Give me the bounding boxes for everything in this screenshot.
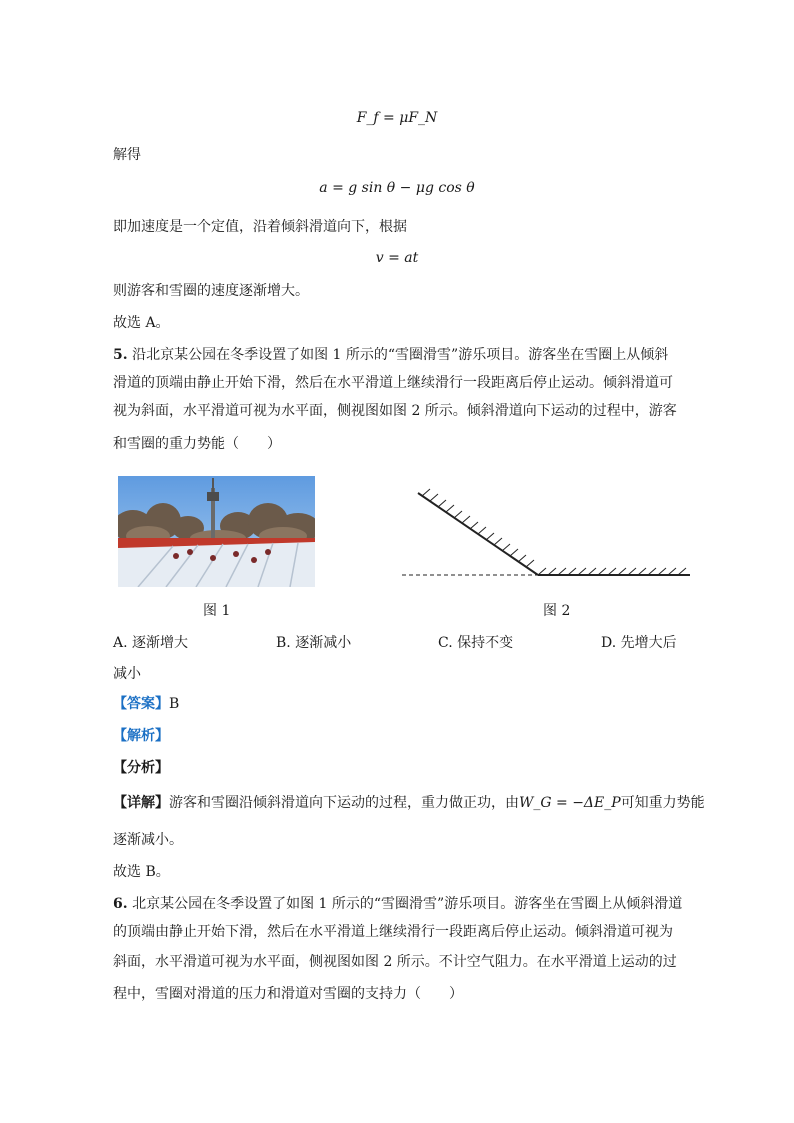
solve-label: 解得 bbox=[113, 147, 141, 163]
detail-line-2: 逐渐减小。 bbox=[113, 832, 183, 848]
option-c-text: 保持不变 bbox=[457, 635, 514, 651]
analysis-line bbox=[113, 726, 169, 746]
q5-stem-line-3: 视为斜面，水平滑道可视为水平面，侧视图如图 2 所示。倾斜滑道向下运动的过程中，游客 bbox=[113, 403, 677, 419]
q5-choice: 故选 B。 bbox=[113, 864, 170, 880]
fenxi-tag: 【分析】 bbox=[113, 760, 169, 776]
option-c-label: C. bbox=[438, 635, 453, 651]
detail-text-a: 游客和雪圈沿倾斜滑道向下运动的过程，重力做正功，由 bbox=[169, 795, 519, 811]
answer-tag: 【答案】 bbox=[113, 696, 169, 712]
option-b[interactable] bbox=[276, 633, 351, 653]
q5-stem-line-2: 滑道的顶端由静止开始下滑，然后在水平滑道上继续滑行一段距离后停止运动。倾斜滑道可 bbox=[113, 375, 673, 391]
velocity-conclusion: 则游客和雪圈的速度逐渐增大。 bbox=[113, 283, 309, 299]
figure-1-photo bbox=[118, 476, 315, 587]
q6-number: 6. bbox=[113, 896, 128, 912]
q6-stem-line-1 bbox=[113, 894, 682, 914]
q5-line1-text: 沿北京某公园在冬季设置了如图 1 所示的“雪圈滑雪”游乐项目。游客坐在雪圈上从倾斜 bbox=[132, 347, 669, 363]
option-a[interactable] bbox=[113, 633, 188, 653]
previous-choice: 故选 A。 bbox=[113, 315, 170, 331]
detail-text-b: 可知重力势能 bbox=[620, 795, 705, 811]
option-d[interactable] bbox=[601, 633, 677, 653]
option-b-text: 逐渐减小 bbox=[295, 635, 352, 651]
q6-stem-line-2: 的顶端由静止开始下滑，然后在水平滑道上继续滑行一段距离后停止运动。倾斜滑道可视为 bbox=[113, 924, 673, 940]
equation-friction: F_f = μF_N bbox=[356, 110, 438, 126]
q5-number: 5. bbox=[113, 347, 128, 363]
q6-stem-line-3: 斜面，水平滑道可视为水平面，侧视图如图 2 所示。不计空气阻力。在水平滑道上运动的过 bbox=[113, 954, 677, 970]
figure-2-slope-diagram bbox=[398, 488, 692, 582]
q6-stem-line-4: 程中，雪圈对滑道的压力和滑道对雪圈的支持力（ ） bbox=[113, 986, 463, 1002]
equation-acceleration: a = g sin θ − μg cos θ bbox=[319, 180, 475, 196]
detail-line bbox=[113, 793, 705, 813]
equation-velocity: v = at bbox=[375, 250, 419, 266]
figure-2-caption: 图 2 bbox=[543, 603, 571, 619]
acceleration-text: 即加速度是一个定值，沿着倾斜滑道向下，根据 bbox=[113, 219, 407, 235]
option-a-label: A. bbox=[113, 635, 128, 651]
q5-stem-line-4: 和雪圈的重力势能（ ） bbox=[113, 436, 281, 452]
q6-line1-text: 北京某公园在冬季设置了如图 1 所示的“雪圈滑雪”游乐项目。游客坐在雪圈上从倾斜滑道 bbox=[132, 896, 683, 912]
option-d-label: D. bbox=[601, 635, 617, 651]
option-b-label: B. bbox=[276, 635, 291, 651]
option-a-text: 逐渐增大 bbox=[132, 635, 189, 651]
detail-formula: W_G = −ΔE_P bbox=[519, 795, 621, 811]
option-d-text: 先增大后 bbox=[620, 635, 677, 651]
option-c[interactable] bbox=[438, 633, 513, 653]
answer-line bbox=[113, 694, 179, 714]
figure-1-caption: 图 1 bbox=[203, 603, 231, 619]
analysis-tag: 【解析】 bbox=[113, 728, 169, 744]
q5-stem-line-1 bbox=[113, 345, 668, 365]
answer-value: B bbox=[169, 696, 180, 712]
fenxi-line bbox=[113, 758, 169, 778]
option-d-wrap: 减小 bbox=[113, 666, 141, 682]
detail-tag: 【详解】 bbox=[113, 795, 169, 811]
